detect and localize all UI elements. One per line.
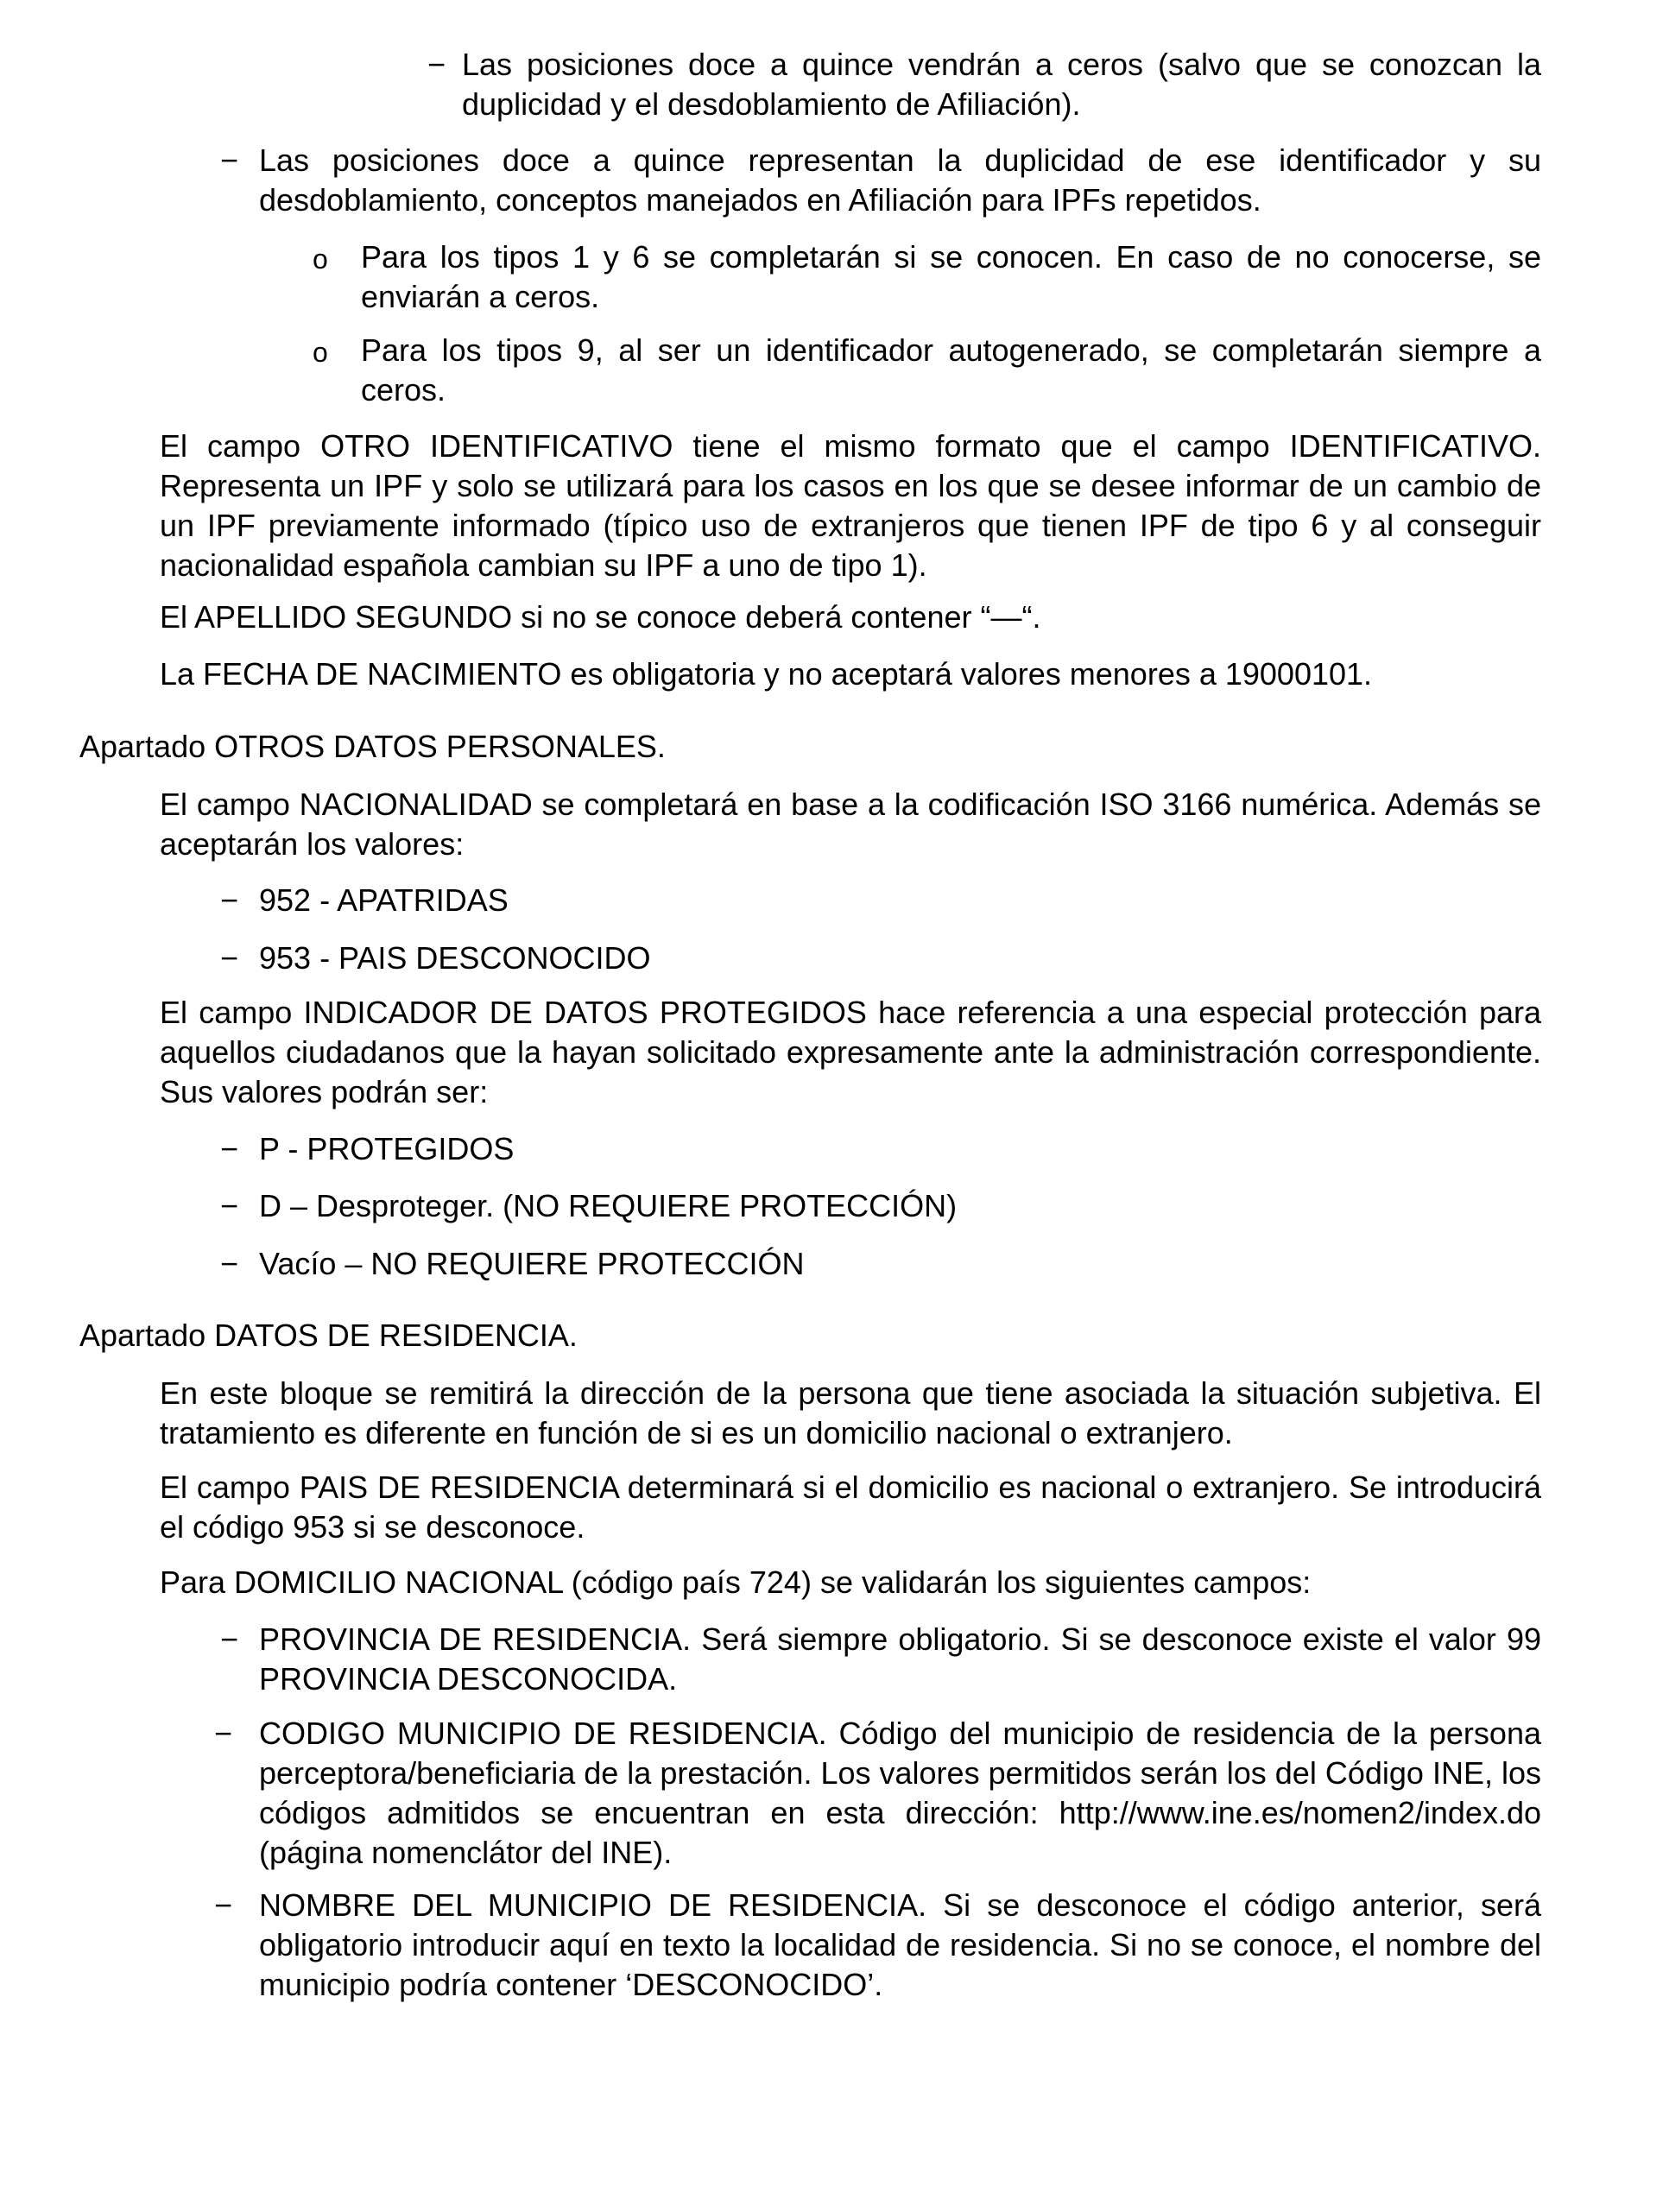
list-item: Las posiciones doce a quince vendrán a ceros (salvo que se conozcan la duplicidad y el desdoblamiento de Afiliación). bbox=[462, 47, 1541, 122]
list-item: 952 - APATRIDAS bbox=[259, 882, 509, 918]
section-heading: Apartado OTROS DATOS PERSONALES. bbox=[79, 729, 666, 764]
dash-bullet: − bbox=[220, 940, 239, 976]
dash-bullet: − bbox=[427, 47, 446, 82]
circle-bullet: o bbox=[313, 337, 328, 368]
circle-bullet: o bbox=[313, 243, 328, 275]
dash-bullet: − bbox=[220, 1621, 239, 1657]
list-item: 953 - PAIS DESCONOCIDO bbox=[259, 940, 651, 976]
list-item: NOMBRE DEL MUNICIPIO DE RESIDENCIA. Si se desconoce el código anterior, será obligatorio introducir aquí en texto la localidad de residencia. Si no se conoce, el nombre del municipio podría contener ‘DESCONOCIDO’. bbox=[259, 1887, 1541, 2002]
dash-bullet: − bbox=[220, 882, 239, 918]
list-item: CODIGO MUNICIPIO DE RESIDENCIA. Código del municipio de residencia de la persona perceptora/beneficiaria de la prestación. Los valores permitidos serán los del Código INE, los códigos admitidos se encuentran en esta dirección: http://www.ine.es/nomen2/index.do (página nomenclátor del INE). bbox=[259, 1716, 1541, 1870]
section-heading: Apartado DATOS DE RESIDENCIA. bbox=[79, 1318, 578, 1353]
list-item: Para los tipos 1 y 6 se completarán si se conocen. En caso de no conocerse, se enviarán a ceros. bbox=[361, 239, 1541, 314]
paragraph: Para DOMICILIO NACIONAL (código país 724) se validarán los siguientes campos: bbox=[160, 1564, 1312, 1600]
paragraph: El APELLIDO SEGUNDO si no se conoce deberá contener “—“. bbox=[160, 599, 1041, 635]
dash-bullet: − bbox=[220, 1246, 239, 1281]
paragraph: El campo NACIONALIDAD se completará en base a la codificación ISO 3166 numérica. Además se aceptarán los valores: bbox=[160, 787, 1541, 862]
paragraph: En este bloque se remitirá la dirección de la persona que tiene asociada la situación subjetiva. El tratamiento es diferente en función de si es un domicilio nacional o extranjero. bbox=[160, 1375, 1541, 1450]
list-item: D – Desproteger. (NO REQUIERE PROTECCIÓN) bbox=[259, 1188, 958, 1223]
list-item: Las posiciones doce a quince representan la duplicidad de ese identificador y su desdoblamiento, conceptos manejados en Afiliación para IPFs repetidos. bbox=[259, 142, 1541, 218]
list-item: Para los tipos 9, al ser un identificador autogenerado, se completarán siempre a ceros. bbox=[361, 332, 1541, 408]
paragraph: El campo INDICADOR DE DATOS PROTEGIDOS hace referencia a una especial protección para aquellos ciudadanos que la hayan solicitado expresamente ante la administración correspondiente. Sus valores podrán ser: bbox=[160, 995, 1541, 1109]
paragraph: El campo OTRO IDENTIFICATIVO tiene el mismo formato que el campo IDENTIFICATIVO. Representa un IPF y solo se utilizará para los casos en los que se desee informar de un cambio de un IPF previamente informado (típico uso de extranjeros que tienen IPF de tipo 6 y al conseguir nacionalidad española cambian su IPF a uno de tipo 1). bbox=[160, 428, 1541, 583]
dash-bullet: − bbox=[220, 1188, 239, 1223]
dash-bullet: − bbox=[214, 1887, 233, 1923]
list-item: P - PROTEGIDOS bbox=[259, 1131, 515, 1166]
dash-bullet: − bbox=[220, 142, 239, 178]
paragraph: La FECHA DE NACIMIENTO es obligatoria y no aceptará valores menores a 19000101. bbox=[160, 656, 1373, 692]
dash-bullet: − bbox=[220, 1131, 239, 1166]
dash-bullet: − bbox=[214, 1716, 233, 1751]
paragraph: El campo PAIS DE RESIDENCIA determinará si el domicilio es nacional o extranjero. Se introducirá el código 953 si se desconoce. bbox=[160, 1469, 1541, 1545]
list-item: Vacío – NO REQUIERE PROTECCIÓN bbox=[259, 1246, 805, 1281]
list-item: PROVINCIA DE RESIDENCIA. Será siempre obligatorio. Si se desconoce existe el valor 99 PROVINCIA DESCONOCIDA. bbox=[259, 1621, 1541, 1697]
